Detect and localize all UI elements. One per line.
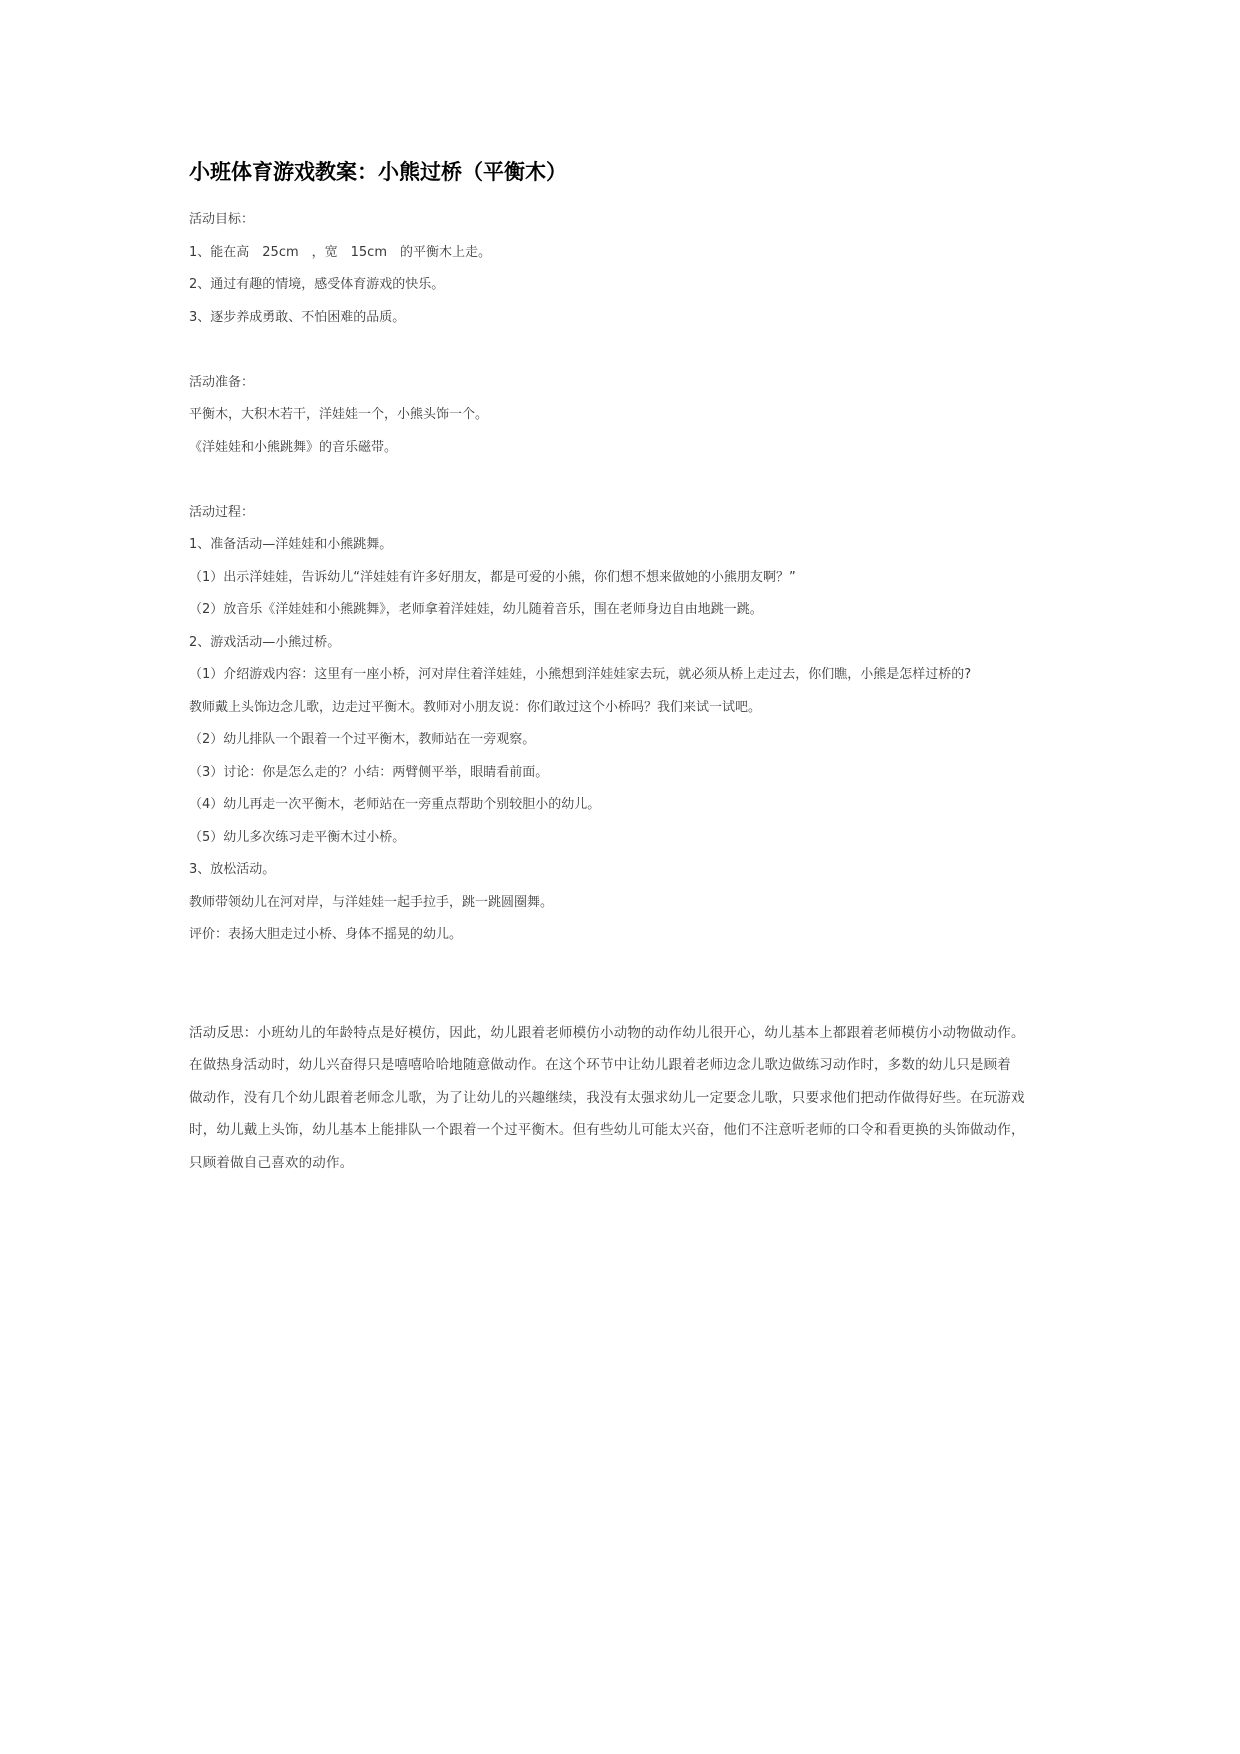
preparation-item: 《洋娃娃和小熊跳舞》的音乐磁带。 bbox=[189, 439, 398, 455]
goals-heading: 活动目标： bbox=[189, 212, 255, 227]
goal-item: 1、能在高 25cm ，宽 15cm 的平衡木上走。 bbox=[189, 244, 491, 260]
preparation-section bbox=[189, 367, 1069, 465]
process-item: （3）讨论：你是怎么走的？小结：两臂侧平举，眼睛看前面。 bbox=[189, 764, 549, 780]
reflection-line: 做动作，没有几个幼儿跟着老师念儿歌，为了让幼儿的兴趣继续，我没有太强求幼儿一定要念儿歌，只要求他们把动作做得好些。在玩游戏 bbox=[189, 1089, 1025, 1106]
goal-item: 2、通过有趣的情境，感受体育游戏的快乐。 bbox=[189, 277, 445, 292]
process-item: （1）介绍游戏内容：这里有一座小桥，河对岸住着洋娃娃，小熊想到洋娃娃家去玩，就必须从桥上走过去，你们瞧，小熊是怎样过桥的? bbox=[189, 667, 972, 682]
process-item: （4）幼儿再走一次平衡木，老师站在一旁重点帮助个别较胆小的幼儿。 bbox=[189, 797, 601, 812]
spacer bbox=[189, 464, 1069, 497]
goal-item: 3、逐步养成勇敢、不怕困难的品质。 bbox=[189, 309, 406, 325]
preparation-item: 平衡木，大积木若干，洋娃娃一个，小熊头饰一个。 bbox=[189, 407, 489, 422]
process-item: 2、游戏活动—小熊过桥。 bbox=[189, 634, 341, 650]
process-item: 教师戴上头饰边念儿歌，边走过平衡木。教师对小朋友说：你们敢过这个小桥吗？我们来试一试吧。 bbox=[189, 699, 762, 715]
process-item: （2）放音乐《洋娃娃和小熊跳舞》，老师拿着洋娃娃，幼儿随着音乐，围在老师身边自由地跳一跳。 bbox=[189, 602, 763, 617]
spacer bbox=[189, 952, 1069, 1017]
process-section bbox=[189, 497, 1069, 952]
process-item: （2）幼儿排队一个跟着一个过平衡木，教师站在一旁观察。 bbox=[189, 732, 536, 747]
reflection-line: 只顾着做自己喜欢的动作。 bbox=[189, 1154, 354, 1171]
reflection-line: 时，幼儿戴上头饰，幼儿基本上能排队一个跟着一个过平衡木。但有些幼儿可能太兴奋，他们不注意听老师的口令和看更换的头饰做动作， bbox=[189, 1122, 1025, 1138]
document-title: 小班体育游戏教案：小熊过桥（平衡木） bbox=[189, 160, 567, 184]
process-item: （1）出示洋娃娃，告诉幼儿“洋娃娃有许多好朋友，都是可爱的小熊，你们想不想来做她的小熊朋友啊？” bbox=[189, 569, 796, 585]
process-item: 1、准备活动—洋娃娃和小熊跳舞。 bbox=[189, 537, 393, 552]
evaluation-line: 评价：表扬大胆走过小桥、身体不摇晃的幼儿。 bbox=[189, 927, 463, 942]
document-page bbox=[189, 150, 1069, 1179]
reflection-line: 在做热身活动时，幼儿兴奋得只是嘻嘻哈哈地随意做动作。在这个环节中让幼儿跟着老师边念儿歌边做练习动作时，多数的幼儿只是顾着 bbox=[189, 1057, 1011, 1073]
process-item: （5）幼儿多次练习走平衡木过小桥。 bbox=[189, 829, 406, 845]
reflection-paragraph bbox=[189, 1017, 1069, 1180]
process-heading: 活动过程： bbox=[189, 504, 255, 520]
spacer bbox=[189, 334, 1069, 367]
goals-section bbox=[189, 204, 1069, 334]
preparation-heading: 活动准备： bbox=[189, 374, 255, 390]
process-item: 3、放松活动。 bbox=[189, 862, 276, 877]
process-item: 教师带领幼儿在河对岸，与洋娃娃一起手拉手，跳一跳圆圈舞。 bbox=[189, 894, 554, 910]
reflection-line: 活动反思：小班幼儿的年龄特点是好模仿，因此，幼儿跟着老师模仿小动物的动作幼儿很开心，幼儿基本上都跟着老师模仿小动物做动作。 bbox=[189, 1024, 1025, 1041]
